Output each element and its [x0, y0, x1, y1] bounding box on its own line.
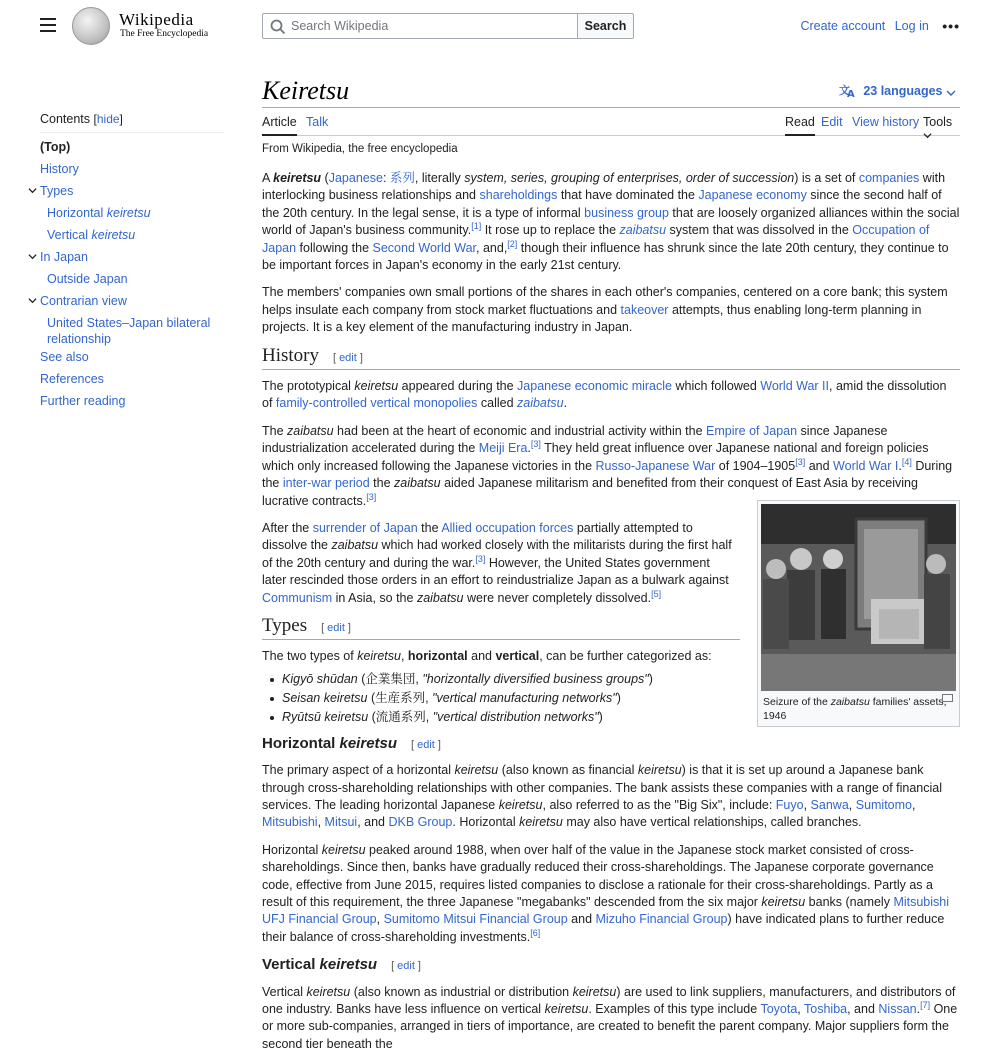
link-meiji-era[interactable]: Meiji Era	[478, 441, 528, 456]
toc-item-label[interactable]: References	[40, 372, 104, 386]
caption-part: Seizure of the	[763, 696, 831, 708]
toc-item-label[interactable]	[47, 206, 151, 220]
link-nissan[interactable]: Nissan	[878, 1002, 917, 1017]
edit-link[interactable]: edit	[397, 960, 415, 973]
intro-paragraph-1: A keiretsu (Japanese: 系列, literally system, series, grouping of enterprises, order of succession) is a set of companies with interlocking business relationships and shareholdings that have dominated the Japanese economy since the second half of the 20th century. In the legal sense, it is a type of informal business group that are loosely organized alliances within the social world of Japan's business community.[1] It rose up to replace the zaibatsu system that was dissolved in the Occupation of Japan following the Second World War, and,[2] though their influence has shrunk since the late 20th century, they continue to be important forces in Japan's economy in the early 21st century.	[262, 171, 960, 273]
enlarge-icon[interactable]	[942, 694, 953, 702]
chevron-down-icon[interactable]	[28, 252, 37, 261]
link-japanese-economy[interactable]: Japanese economy	[698, 188, 807, 203]
tools-label: Tools	[923, 115, 953, 129]
link-japanese[interactable]: Japanese	[328, 171, 383, 185]
link-mitsubishi-ufj[interactable]: Mitsubishi UFJ Financial Group	[262, 895, 950, 927]
list-kanji: (流通系列,	[368, 709, 433, 724]
tab-edit[interactable]: Edit	[821, 115, 843, 129]
figure-caption	[761, 695, 956, 723]
edit-section: [ edit ]	[391, 960, 421, 973]
vertical-paragraph-1: Vertical keiretsu (also known as industrial or distribution keiretsu) are used to link suppliers, manufacturers, and distributors of one industry. Banks have less influence on vertical keiretsu. Examples of this type include Toyota, Toshiba, and Nissan.[7] One or more sub-companies, arranged in tiers of importance, are created to benefit the parent company. Major suppliers form the second tier beneath the	[262, 984, 958, 1051]
chevron-down-icon	[946, 88, 956, 98]
toc-hide-link[interactable]: hide	[96, 112, 120, 126]
link-business-group[interactable]: business group	[584, 205, 669, 220]
page-header	[0, 0, 1000, 52]
list-term: Kigyō shūdan	[282, 671, 358, 686]
chevron-down-icon[interactable]	[28, 186, 37, 195]
page-tabs	[262, 108, 960, 136]
citation-link[interactable]: [7]	[920, 999, 931, 1010]
history-paragraph-1: The prototypical keiretsu appeared during the Japanese economic miracle which followed World War II, amid the dissolution of family-controlled vertical monopolies called zaibatsu.	[262, 379, 947, 411]
language-count: 23 languages	[863, 84, 943, 98]
heading-text: Horizontal	[262, 734, 340, 752]
link-zaibatsu[interactable]: zaibatsu	[517, 396, 564, 411]
horizontal-paragraph-1: The primary aspect of a horizontal keiretsu (also known as financial keiretsu) is that it is set up around a Japanese bank through cross-shareholding relationships with other companies. The bank assists these companies with a range of financial services. The leading horizontal Japanese keiretsu, also referred to as the "Big Six", include: Fuyo, Sanwa, Sumitomo, Mitsubishi, Mitsui, and DKB Group. Horizontal keiretsu may also have vertical relationships, called branches.	[262, 763, 943, 830]
toc-item-see-also[interactable]	[40, 349, 224, 371]
toc-item-horizontal[interactable]	[40, 205, 224, 227]
link-mizuho[interactable]: Mizuho Financial Group	[595, 912, 728, 927]
toc-title: Contents	[40, 112, 91, 126]
list-end: )	[616, 690, 621, 705]
search-field	[262, 13, 578, 39]
search-icon	[270, 19, 286, 35]
zaibatsu-seizure-photo[interactable]	[761, 504, 956, 691]
link-empire-of-japan[interactable]: Empire of Japan	[706, 423, 798, 438]
list-gloss: "horizontally diversified business groups"	[422, 671, 649, 686]
tab-article[interactable]: Article	[262, 115, 297, 136]
citation-link[interactable]: [3]	[530, 439, 541, 450]
list-end: )	[648, 671, 653, 686]
link-toyota[interactable]: Toyota	[760, 1002, 798, 1017]
edit-link[interactable]: edit	[417, 738, 435, 751]
toc-item-label[interactable]: (Top)	[40, 140, 71, 154]
site-subtitle: From Wikipedia, the free encyclopedia	[262, 143, 458, 155]
link-russo-japanese-war[interactable]: Russo-Japanese War	[595, 458, 716, 473]
link-allied-occupation[interactable]: Allied occupation forces	[441, 520, 574, 535]
heading-text: History	[262, 344, 319, 366]
link-companies[interactable]: companies	[858, 171, 920, 185]
link-economic-miracle[interactable]: Japanese economic miracle	[517, 379, 672, 394]
toc-item-types[interactable]	[40, 183, 224, 205]
link-second-world-war[interactable]: Second World War	[372, 240, 477, 255]
search-input[interactable]	[291, 17, 571, 35]
toc-label-italic: keiretsu	[91, 228, 136, 242]
citation-link[interactable]: [3]	[475, 553, 486, 564]
toc-item-label[interactable]	[47, 228, 135, 242]
heading-text: Vertical	[262, 956, 320, 974]
toc-label-italic: keiretsu	[106, 206, 151, 220]
link-sumitomo[interactable]: Sumitomo	[855, 797, 913, 812]
link-zaibatsu[interactable]: zaibatsu	[619, 223, 667, 238]
title-row	[262, 75, 960, 108]
link-sumitomo-mitsui[interactable]: Sumitomo Mitsui Financial Group	[383, 912, 568, 927]
link-takeover[interactable]: takeover	[620, 302, 669, 317]
toc-label-part: Horizontal	[47, 206, 107, 220]
toc-item-history[interactable]	[40, 161, 224, 183]
article-header	[262, 75, 960, 155]
table-of-contents	[40, 112, 224, 415]
search-button[interactable]: Search	[577, 13, 634, 39]
citation-link[interactable]: [5]	[651, 588, 662, 599]
types-intro: The two types of keiretsu, horizontal and vertical, can be further categorized as:	[262, 649, 712, 664]
toc-item-label[interactable]: Contrarian view	[40, 294, 127, 308]
tab-tools[interactable]	[923, 115, 960, 143]
edit-link[interactable]: edit	[327, 621, 345, 634]
link-family-monopolies[interactable]: family-controlled vertical monopolies	[275, 396, 478, 411]
list-gloss: "vertical distribution networks"	[432, 709, 599, 724]
toc-header: Contents [hide]	[40, 112, 224, 133]
citation-link[interactable]: [6]	[530, 927, 541, 938]
svg-text:A: A	[846, 89, 855, 100]
wikipedia-logo[interactable]	[72, 7, 217, 45]
list-kanji: (生産系列,	[367, 690, 433, 705]
edit-section: [ edit ]	[321, 621, 351, 634]
search-form	[262, 13, 634, 39]
citation-link[interactable]: [2]	[507, 238, 518, 249]
toc-item-us-japan[interactable]	[40, 315, 224, 349]
tab-talk[interactable]: Talk	[306, 115, 329, 129]
toc-item-vertical[interactable]	[40, 227, 224, 249]
figure-thumbnail	[757, 500, 960, 727]
toc-item-label[interactable]: Further reading	[40, 394, 126, 408]
language-button[interactable]	[839, 83, 960, 98]
citation-link[interactable]: [4]	[901, 456, 912, 467]
toc-item-label[interactable]: History	[40, 162, 79, 176]
edit-link[interactable]: edit	[339, 351, 357, 364]
edit-section: [ edit ]	[333, 351, 363, 364]
heading-history	[262, 344, 960, 370]
logo-wordmark: Wikipedia	[119, 10, 194, 29]
toc-item-label[interactable]: Types	[40, 184, 74, 198]
link-surrender-of-japan[interactable]: surrender of Japan	[312, 520, 418, 535]
translate-icon	[839, 83, 856, 98]
link-dkb-group[interactable]: DKB Group	[388, 815, 453, 830]
toc-label-part: Vertical	[47, 228, 92, 242]
toc-item-label[interactable]: United States–Japan bilateral relationship	[47, 316, 211, 346]
toc-item-label[interactable]: See also	[40, 350, 89, 364]
toc-item-in-japan[interactable]	[40, 249, 224, 271]
link-mitsui[interactable]: Mitsui	[324, 815, 358, 830]
heading-italic: keiretsu	[339, 734, 398, 752]
log-in-link[interactable]: Log in	[894, 19, 929, 33]
history-paragraph-2: The zaibatsu had been at the heart of economic and industrial activity within the Empire of Japan since Japanese industrialization accelerated during the Meiji Era.[3] They held great influence over Japanese national and foreign policies which only increased following the Japanese victories in the Russo-Japanese War of 1904–1905[3] and World War I.[4] During the inter-war period the zaibatsu aided Japanese militarism and benefited from their conquest of East Asia by receiving lucrative contracts.[3]	[262, 423, 953, 508]
heading-text: Types	[262, 614, 308, 636]
heading-types	[262, 614, 740, 640]
ellipsis-icon[interactable]: •••	[942, 18, 960, 34]
toc-item-contrarian-view[interactable]	[40, 293, 224, 315]
link-occupation-of-japan[interactable]: Occupation of Japan	[262, 223, 930, 255]
link-wwii[interactable]: World War II	[760, 379, 830, 394]
svg-text:文: 文	[838, 84, 850, 97]
toc-item-references[interactable]	[40, 371, 224, 393]
main-menu-icon[interactable]	[40, 18, 56, 32]
link-sanwa[interactable]: Sanwa	[810, 797, 849, 812]
create-account-link[interactable]: Create account	[800, 19, 886, 33]
list-gloss: "vertical manufacturing networks"	[432, 690, 617, 705]
toc-item-outside-japan[interactable]	[40, 271, 224, 293]
link-fuyo[interactable]: Fuyo	[775, 797, 804, 812]
list-end: )	[598, 709, 603, 724]
list-term: Ryūtsū keiretsu	[282, 709, 369, 724]
tab-read[interactable]: Read	[785, 115, 815, 136]
horizontal-paragraph-2: Horizontal keiretsu peaked around 1988, when over half of the value in the Japanese stock market consisted of cross-shareholdings. Since then, banks have gradually reduced their cross-shareholdings. The Japanese corporate governance code, effective from June 2015, requires listed companies to disclose a rationale for their cross-shareholdings. Partly as a result of this requirement, the three Japanese "megabanks" descended from the six major keiretsu banks (namely Mitsubishi UFJ Financial Group, Sumitomo Mitsui Financial Group and Mizuho Financial Group) have indicated plans to further reduce their balance of cross-shareholding investments.[6]	[262, 842, 950, 944]
page-title: Keiretsu	[262, 76, 350, 105]
chevron-down-icon[interactable]	[28, 296, 37, 305]
heading-italic: keiretsu	[319, 956, 378, 974]
caption-part: families' assets, 1946	[763, 696, 947, 722]
toc-item-label[interactable]: Outside Japan	[47, 272, 128, 286]
chevron-down-icon	[923, 131, 932, 140]
photo-illustration	[761, 504, 956, 691]
logo-tagline: The Free Encyclopedia	[120, 29, 209, 39]
intro-paragraph-2: The members' companies own small portions of the shares in each other's companies, centered on a core bank; this system helps insulate each company from stock market fluctuations and takeover attempts, thus enabling long-term planning in projects. It is a key element of the manufacturing industry in Japan.	[262, 285, 948, 335]
link-toshiba[interactable]: Toshiba	[804, 1002, 848, 1017]
history-paragraph-3: After the surrender of Japan the Allied occupation forces partially attempted to dissolve the zaibatsu which had worked closely with the militarists during the first half of the 20th century and during the war.[3] However, the United States government later rescinded those orders in an effort to reindustrialize Japan as a bulwark against Communism in Asia, so the zaibatsu were never completely dissolved.[5]	[262, 520, 732, 605]
list-kanji: (企業集団,	[357, 671, 423, 686]
link-kanji[interactable]: 系列	[389, 171, 415, 185]
citation-link[interactable]: [3]	[795, 456, 806, 467]
heading-vertical	[262, 956, 960, 975]
toc-item-label[interactable]: In Japan	[40, 250, 88, 264]
tab-view-history[interactable]: View history	[852, 115, 920, 129]
link-wwi[interactable]: World War I	[833, 458, 899, 473]
globe-logo-icon	[72, 7, 110, 45]
edit-section: [ edit ]	[411, 738, 441, 751]
toc-item-top[interactable]	[40, 139, 224, 161]
link-mitsubishi[interactable]: Mitsubishi	[262, 815, 318, 830]
link-shareholdings[interactable]: shareholdings	[479, 188, 558, 203]
citation-link[interactable]: [1]	[471, 221, 482, 232]
link-inter-war-period[interactable]: inter-war period	[282, 476, 370, 491]
list-term: Seisan keiretsu	[282, 690, 368, 705]
user-links	[794, 18, 960, 34]
toc-item-further-reading[interactable]	[40, 393, 224, 415]
caption-italic: zaibatsu	[830, 696, 870, 708]
link-communism[interactable]: Communism	[262, 590, 333, 605]
citation-link[interactable]: [3]	[366, 491, 377, 502]
heading-horizontal	[262, 735, 960, 754]
